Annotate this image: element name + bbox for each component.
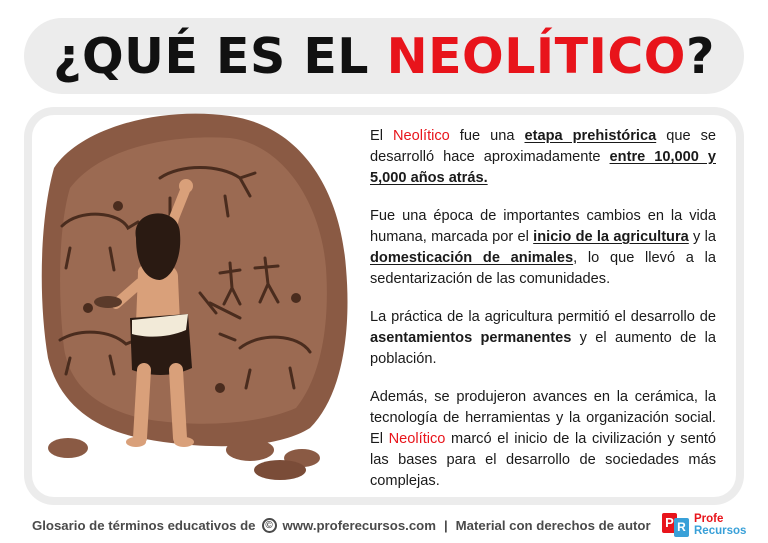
p1-term-entre: entre 10,000 y 5,000 años atrás. xyxy=(370,149,716,186)
footer-rights: Material con derechos de autor xyxy=(455,518,651,533)
p2-text-3: , lo que llevó a la sedentarización de las comunidades. xyxy=(370,250,716,287)
cave-painting-illustration xyxy=(40,108,360,488)
logo-mark-icon xyxy=(662,513,690,537)
copyright-icon: © xyxy=(262,518,277,533)
title-bar xyxy=(24,18,744,94)
paragraph-3 xyxy=(370,307,716,370)
stone-1 xyxy=(48,438,88,458)
paragraph-1 xyxy=(370,126,716,189)
p2-text-2: y la xyxy=(688,229,716,245)
page-title xyxy=(53,28,715,85)
p1-term-etapa: etapa prehistórica xyxy=(524,128,657,144)
p4-text-2: marcó el inicio de la civilización y sentó las bases para el desarrollo de sociedades más complejas. xyxy=(370,431,717,489)
p3-text-2: y el aumento de la población. xyxy=(370,330,716,367)
footer-separator: | xyxy=(443,518,448,533)
rock-highlight xyxy=(60,137,327,423)
p3-term-asentamientos: asentamientos permanentes xyxy=(370,330,572,346)
p1-term-neolitico: Neolítico xyxy=(393,128,450,144)
title-suffix: ? xyxy=(685,27,715,85)
paragraph-4 xyxy=(370,387,716,492)
logo-mark-p: P xyxy=(662,513,677,533)
p2-term-agricultura: inicio de la agricultura xyxy=(533,229,689,245)
logo-line-1: Profe xyxy=(694,513,724,525)
stone-4 xyxy=(254,460,306,480)
p1-text-1: El xyxy=(370,128,393,144)
stone-2 xyxy=(226,439,274,461)
p4-text-1: Además, se produjeron avances en la cerámica, la tecnología de herramientas y la organización social. El xyxy=(370,389,716,447)
title-accent: NEOLÍTICO xyxy=(386,27,686,85)
p1-text-3: que se desarrolló hace aproximadamente xyxy=(370,128,716,165)
p3-text-1: La práctica de la agricultura permitió el desarrollo de xyxy=(370,309,716,325)
footer-site-link[interactable]: www.proferecursos.com xyxy=(282,518,436,533)
caveman-foot-right xyxy=(174,437,194,447)
profe-recursos-logo xyxy=(662,513,746,537)
paragraph-2 xyxy=(370,206,716,290)
p1-text-2: fue una xyxy=(449,128,525,144)
caveman-hand xyxy=(179,179,193,193)
p4-term-neolitico: Neolítico xyxy=(388,431,446,447)
p2-text-1: Fue una época de importantes cambios en la vida humana, marcada por el xyxy=(370,208,716,245)
caveman-foot-left xyxy=(126,437,146,447)
p2-term-domesticacion: domesticación de animales xyxy=(370,250,574,266)
logo-text xyxy=(694,513,746,537)
definition-text xyxy=(370,126,716,509)
footer-glossary: Glosario de términos educativos de xyxy=(32,518,256,533)
logo-mark-r: R xyxy=(674,518,689,537)
footer xyxy=(32,518,651,533)
logo-line-2: Recursos xyxy=(694,525,747,537)
paint-bowl xyxy=(94,296,122,308)
title-prefix: ¿QUÉ ES EL xyxy=(53,27,387,85)
